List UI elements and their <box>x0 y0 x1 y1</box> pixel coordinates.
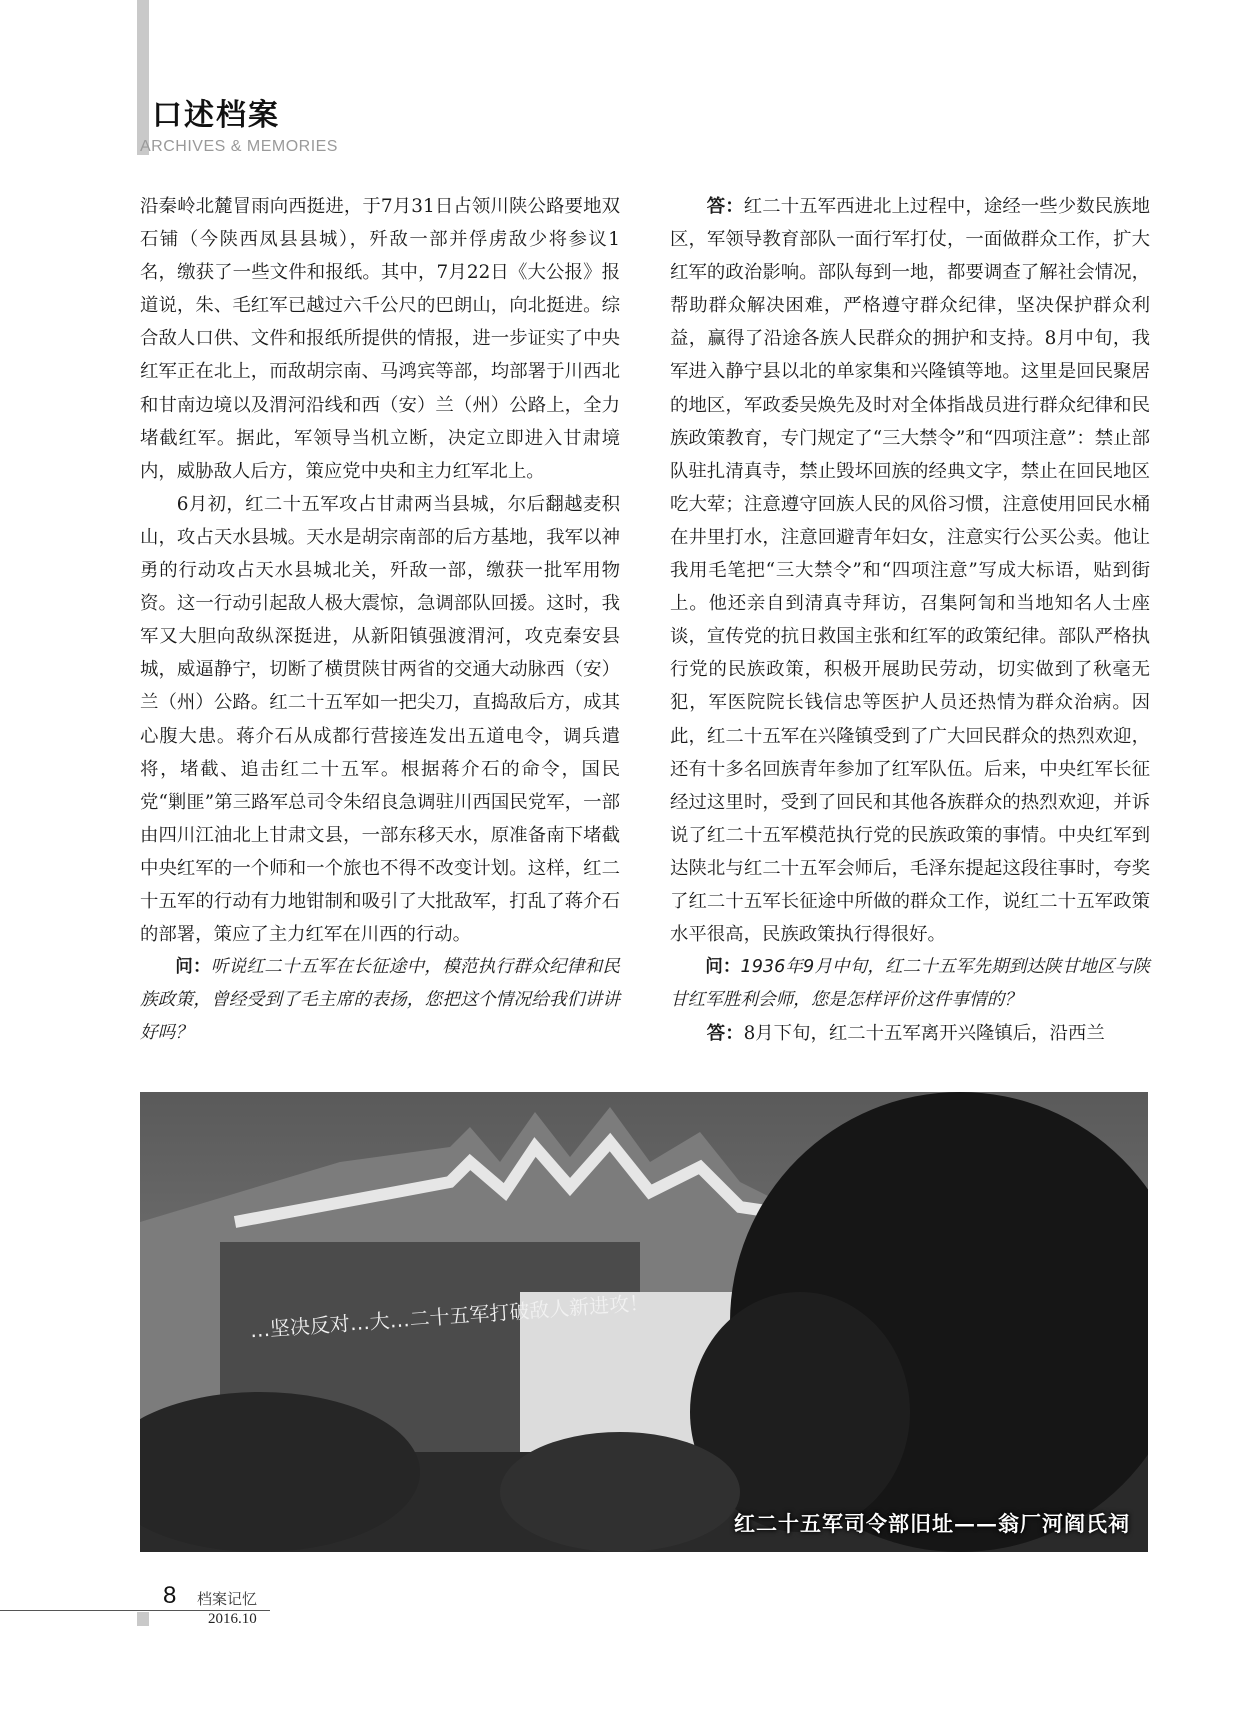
wall-slogan-text: …坚决反对…大…二十五军打破敌人新进攻！ <box>249 1290 650 1343</box>
section-title: 口述档案 <box>152 98 280 133</box>
answer-label: 答： <box>706 1023 744 1045</box>
interview-question <box>140 951 620 1050</box>
issue-date: 2016.10 <box>208 1611 257 1627</box>
interview-answer <box>670 1017 1150 1050</box>
article-paragraph: 沿秦岭北麓冒雨向西挺进，于7月31日占领川陕公路要地双石铺（今陕西凤县县城），歼敌一部并俘虏敌少将参议1名，缴获了一些文件和报纸。其中，7月22日《大公报》报道说，朱、毛红军已越过六千公尺的巴朗山，向北挺进。综合敌人口供、文件和报纸所提供的情报，进一步证实了中央红军正在北上，而敌胡宗南、马鸿宾等部，均部署于川西北和甘南边境以及渭河沿线和西（安）兰（州）公路上，全力堵截红军。据此，军领导当机立断，决定立即进入甘肃境内，威胁敌人后方，策应党中央和主力红军北上。 <box>140 196 620 482</box>
answer-text: 红二十五军西进北上过程中，途经一些少数民族地区，军领导教育部队一面行军打仗，一面做群众工作，扩大红军的政治影响。部队每到一地，都要调查了解社会情况，帮助群众解决困难，严格遵守群众纪律，坚决保护群众利益，赢得了沿途各族人民群众的拥护和支持。8月中旬，我军进入静宁县以北的单家集和兴隆镇等地。这里是回民聚居的地区，军政委吴焕先及时对全体指战员进行群众纪律和民族政策教育，专门规定了“三大禁令”和“四项注意”：禁止部队驻扎清真寺，禁止毁坏回族的经典文字，禁止在回民地区吃大荤；注意遵守回族人民的风俗习惯，注意使用回民水桶在井里打水，注意回避青年妇女，注意实行公买公卖。他让我用毛笔把“三大禁令”和“四项注意”写成大标语，贴到街上。他还亲自到清真寺拜访，召集阿訇和当地知名人士座谈，宣传党的抗日救国主张和红军的政策纪律。部队严格执行党的民族政策，积极开展助民劳动，切实做到了秋毫无犯，军医院院长钱信忠等医护人员还热情为群众治病。因此，红二十五军在兴隆镇受到了广大回民群众的热烈欢迎，还有十多名回族青年参加了红军队伍。后来，中央红军长征经过这里时，受到了回民和其他各族群众的热烈欢迎，并诉说了红二十五军模范执行党的民族政策的事情。中央红军到达陕北与红二十五军会师后，毛泽东提起这段往事时，夸奖了红二十五军长征途中所做的群众工作，说红二十五军政策水平很高，民族政策执行得很好。 <box>670 196 1150 946</box>
magazine-name: 档案记忆 <box>197 1590 258 1608</box>
photo-caption: 红二十五军司令部旧址——翁厂河阎氏祠 <box>734 1511 1130 1536</box>
interview-answer <box>670 190 1150 951</box>
article-column-right <box>670 190 1150 1050</box>
footer-accent-bar <box>137 1612 149 1626</box>
answer-label: 答： <box>706 196 744 217</box>
section-subtitle: ARCHIVES & MEMORIES <box>140 138 338 155</box>
question-text: 1936年9月中旬，红二十五军先期到达陕甘地区与陕甘红军胜利会师，您是怎样评价这件事情的？ <box>670 957 1150 1011</box>
question-label: 问： <box>175 957 211 978</box>
page-number: 8 <box>163 1582 177 1609</box>
photo-illustration <box>140 1092 1148 1552</box>
interview-question <box>670 951 1150 1017</box>
header-accent-bar <box>137 0 149 155</box>
article-paragraph: 6月初，红二十五军攻占甘肃两当县城，尔后翻越麦积山，攻占天水县城。天水是胡宗南部的后方基地，我军以神勇的行动攻占天水县城北关，歼敌一部，缴获一批军用物资。这一行动引起敌人极大震惊，急调部队回援。这时，我军又大胆向敌纵深挺进，从新阳镇强渡渭河，攻克秦安县城，威逼静宁，切断了横贯陕甘两省的交通大动脉西（安）兰（州）公路。红二十五军如一把尖刀，直捣敌后方，成其心腹大患。蒋介石从成都行营接连发出五道电令，调兵遣将，堵截、追击红二十五军。根据蒋介石的命令，国民党“剿匪”第三路军总司令朱绍良急调驻川西国民党军，一部由四川江油北上甘肃文县，一部东移天水，原准备南下堵截中央红军的一个师和一个旅也不得不改变计划。这样，红二十五军的行动有力地钳制和吸引了大批敌军，打乱了蒋介石的部署，策应了主力红军在川西的行动。 <box>140 493 620 946</box>
question-label: 问： <box>705 957 741 978</box>
article-column-left <box>140 190 620 1050</box>
historical-photo <box>140 1092 1148 1552</box>
answer-text: 8月下旬，红二十五军离开兴隆镇后，沿西兰 <box>743 1023 1105 1045</box>
question-text: 听说红二十五军在长征途中，模范执行群众纪律和民族政策，曾经受到了毛主席的表扬，您把这个情况给我们讲讲好吗？ <box>140 957 620 1044</box>
